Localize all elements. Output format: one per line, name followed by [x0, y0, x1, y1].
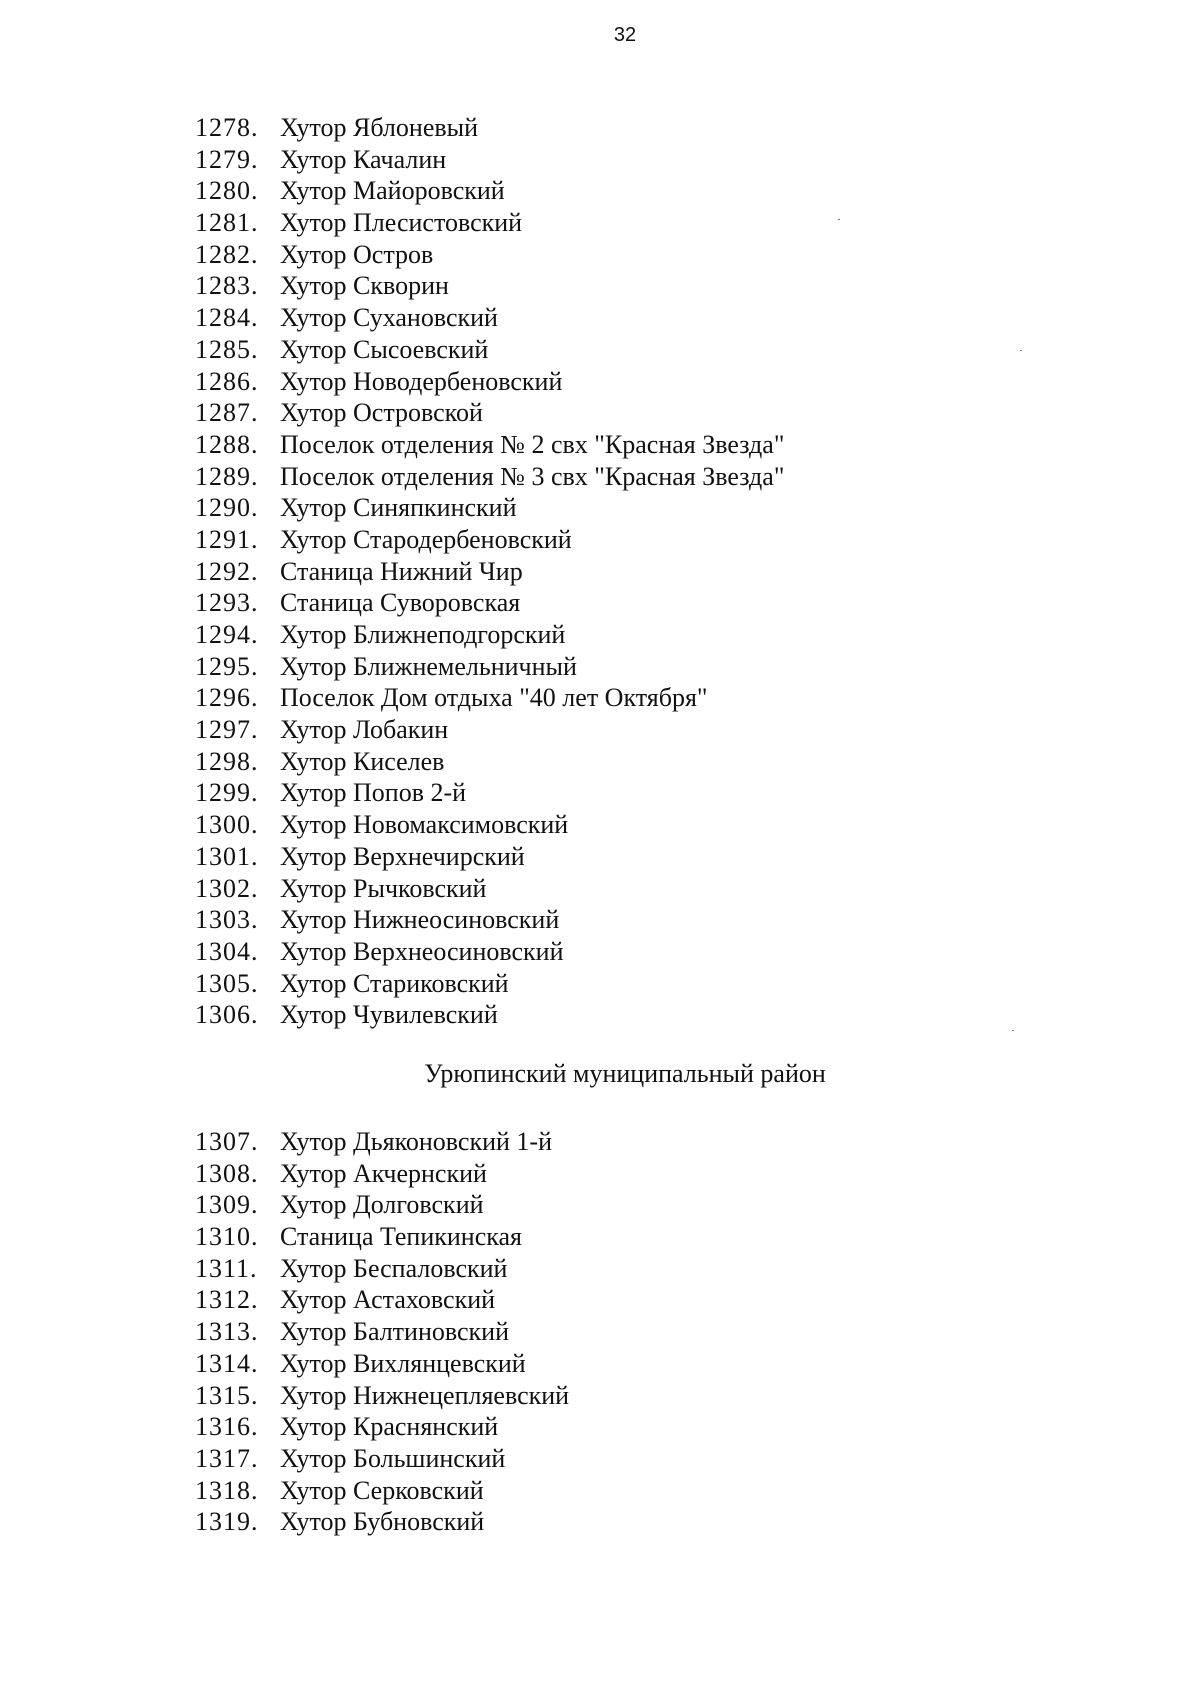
list-item — [195, 746, 784, 778]
list-item — [195, 999, 784, 1031]
item-number: 1298. — [195, 746, 259, 776]
item-number: 1306. — [195, 1000, 259, 1030]
item-number: 1309. — [195, 1190, 259, 1220]
item-number: 1303. — [195, 905, 259, 935]
settlement-name: Хутор Нижнецепляевский — [280, 1380, 570, 1410]
item-number: 1294. — [195, 620, 259, 649]
list-item — [195, 461, 784, 493]
list-item — [195, 904, 784, 936]
list-item — [195, 1475, 569, 1507]
settlement-name: Хутор Серковский — [280, 1475, 484, 1505]
list-item — [195, 1189, 569, 1221]
list-item — [195, 777, 784, 809]
item-number: 1315. — [195, 1380, 259, 1410]
settlement-name: Хутор Чувилевский — [280, 1000, 498, 1030]
settlement-name: Хутор Майоровский — [280, 176, 505, 206]
list-item — [195, 270, 784, 302]
item-number: 1299. — [195, 778, 259, 808]
list-item — [195, 207, 784, 239]
settlement-name: Хутор Большинский — [280, 1443, 506, 1473]
settlement-name: Станица Тепикинская — [280, 1222, 522, 1252]
scan-speck — [1020, 350, 1022, 351]
list-item — [195, 1443, 569, 1475]
settlement-name: Хутор Сысоевский — [280, 334, 489, 364]
settlement-name: Хутор Островской — [280, 398, 483, 428]
list-item — [195, 968, 784, 1000]
item-number: 1297. — [195, 715, 259, 745]
settlement-name: Хутор Остров — [280, 239, 434, 269]
item-number: 1319. — [195, 1507, 259, 1537]
settlement-name: Хутор Краснянский — [280, 1412, 499, 1442]
page-number: 32 — [613, 24, 637, 46]
item-number: 1296. — [195, 683, 259, 713]
list-item — [195, 651, 784, 683]
settlement-name: Поселок отделения № 2 свх "Красная Звезда" — [280, 429, 785, 459]
list-item — [195, 587, 784, 619]
settlement-name: Хутор Новомаксимовский — [280, 810, 569, 840]
settlement-name: Хутор Сухановский — [280, 303, 498, 333]
list-item — [195, 1411, 569, 1443]
settlement-list-1 — [195, 112, 784, 1031]
item-number: 1308. — [195, 1158, 259, 1188]
list-item — [195, 619, 784, 651]
list-item — [195, 1284, 569, 1316]
item-number: 1300. — [195, 810, 259, 840]
item-number: 1286. — [195, 366, 259, 396]
item-number: 1279. — [195, 144, 259, 174]
settlement-name: Хутор Попов 2-й — [280, 778, 467, 808]
settlement-name: Хутор Беспаловский — [280, 1253, 508, 1283]
item-number: 1302. — [195, 873, 259, 903]
settlement-name: Хутор Акчернский — [280, 1158, 487, 1188]
list-item — [195, 1348, 569, 1380]
list-item — [195, 302, 784, 334]
settlement-name: Хутор Балтиновский — [280, 1317, 509, 1347]
item-number: 1301. — [195, 841, 259, 871]
item-number: 1283. — [195, 271, 259, 301]
item-number: 1305. — [195, 968, 259, 998]
item-number: 1289. — [195, 461, 259, 491]
item-number: 1318. — [195, 1475, 259, 1505]
list-item — [195, 1380, 569, 1412]
list-item — [195, 429, 784, 461]
item-number: 1316. — [195, 1412, 259, 1442]
settlement-name: Хутор Стариковский — [280, 968, 509, 998]
item-number: 1282. — [195, 239, 259, 269]
settlement-name: Хутор Киселев — [280, 746, 445, 776]
settlement-name: Хутор Плесистовский — [280, 208, 523, 238]
list-item — [195, 334, 784, 366]
settlement-name: Поселок отделения № 3 свх "Красная Звезда" — [280, 461, 785, 491]
settlement-name: Хутор Нижнеосиновский — [280, 905, 560, 935]
settlement-name: Хутор Верхнеосиновский — [280, 936, 564, 966]
scan-speck — [838, 219, 840, 220]
settlement-name: Хутор Скворин — [280, 271, 449, 301]
item-number: 1317. — [195, 1443, 259, 1473]
settlement-name: Хутор Дьяконовский 1-й — [280, 1127, 552, 1156]
item-number: 1284. — [195, 303, 259, 333]
settlement-name: Хутор Качалин — [280, 144, 447, 174]
list-item — [195, 556, 784, 588]
list-item — [195, 112, 784, 144]
settlement-name: Хутор Стародербеновский — [280, 524, 572, 554]
list-item — [195, 1316, 569, 1348]
list-item — [195, 144, 784, 176]
settlement-name: Станица Нижний Чир — [280, 556, 523, 586]
settlement-name: Хутор Долговский — [280, 1190, 484, 1220]
list-item — [195, 682, 784, 714]
list-item — [195, 492, 784, 524]
item-number: 1285. — [195, 334, 259, 364]
item-number: 1280. — [195, 176, 259, 206]
item-number: 1311. — [195, 1253, 258, 1283]
item-number: 1293. — [195, 588, 259, 618]
settlement-name: Хутор Ближнеподгорский — [280, 620, 566, 649]
item-number: 1304. — [195, 936, 259, 966]
list-item — [195, 1221, 569, 1253]
item-number: 1292. — [195, 556, 259, 586]
list-item — [195, 1126, 569, 1158]
list-item — [195, 1506, 569, 1538]
list-item — [195, 1158, 569, 1190]
settlement-name: Хутор Вихлянцевский — [280, 1348, 526, 1378]
item-number: 1291. — [195, 524, 259, 554]
list-item — [195, 873, 784, 905]
item-number: 1310. — [195, 1222, 259, 1252]
list-item — [195, 809, 784, 841]
district-heading: Урюпинский муниципальный район — [424, 1059, 826, 1088]
list-item — [195, 1253, 569, 1285]
settlement-name: Хутор Бубновский — [280, 1507, 485, 1537]
list-item — [195, 366, 784, 398]
settlement-name: Станица Суворовская — [280, 588, 521, 618]
item-number: 1288. — [195, 429, 259, 459]
settlement-name: Хутор Рычковский — [280, 873, 487, 903]
item-number: 1287. — [195, 398, 259, 428]
settlement-name: Хутор Лобакин — [280, 715, 449, 745]
list-item — [195, 936, 784, 968]
list-item — [195, 397, 784, 429]
list-item — [195, 524, 784, 556]
list-item — [195, 239, 784, 271]
settlement-name: Хутор Ближнемельничный — [280, 651, 577, 681]
settlement-name: Хутор Верхнечирский — [280, 841, 525, 871]
item-number: 1290. — [195, 493, 259, 523]
item-number: 1312. — [195, 1285, 259, 1315]
settlement-name: Хутор Астаховский — [280, 1285, 496, 1315]
settlement-list-2 — [195, 1126, 569, 1538]
list-item — [195, 714, 784, 746]
list-item — [195, 841, 784, 873]
settlement-name: Хутор Яблоневый — [280, 113, 479, 142]
item-number: 1314. — [195, 1348, 259, 1378]
settlement-name: Хутор Новодербеновский — [280, 366, 563, 396]
settlement-name: Хутор Синяпкинский — [280, 493, 517, 523]
scan-speck — [1012, 1030, 1014, 1031]
item-number: 1313. — [195, 1317, 259, 1347]
item-number: 1307. — [195, 1127, 259, 1156]
settlement-name: Поселок Дом отдыха "40 лет Октября" — [280, 683, 708, 713]
item-number: 1278. — [195, 113, 259, 142]
item-number: 1281. — [195, 208, 259, 238]
list-item — [195, 175, 784, 207]
item-number: 1295. — [195, 651, 259, 681]
